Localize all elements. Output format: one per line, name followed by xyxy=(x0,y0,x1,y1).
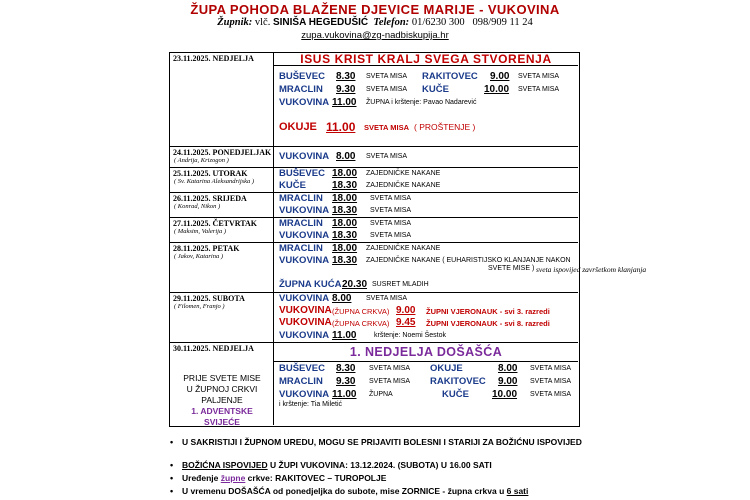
entry-place: VUKOVINA xyxy=(279,293,330,304)
entry-time: 18.00 xyxy=(332,168,358,179)
entry-line xyxy=(274,193,578,205)
entry-place: KUČE xyxy=(442,389,469,400)
entry-line xyxy=(274,71,578,83)
entry-note: SVETA MISA xyxy=(530,365,572,372)
entries-cell xyxy=(274,218,578,242)
phone-2: 098/909 11 24 xyxy=(472,17,533,28)
notice-rest: U ŽUPI VUKOVINA: 13.12.2024. (SUBOTA) U 16.00 SATI xyxy=(267,460,492,470)
advent-line: U ŽUPNOJ CRKVI xyxy=(186,384,258,394)
entry-note: i krštenje: Tia Miletić xyxy=(279,401,343,408)
day-cell xyxy=(170,243,274,292)
day-row xyxy=(170,168,578,193)
entry-note: SVETA MISA xyxy=(530,391,572,398)
entries-cell xyxy=(274,53,578,146)
entry-note: ŽUPNA i krštenje: Pavao Nadarević xyxy=(366,99,477,106)
notice-text xyxy=(182,473,590,484)
entry-note: krštenje: Noemi Šestok xyxy=(374,332,446,339)
day-row xyxy=(170,293,578,343)
notice-item xyxy=(170,437,590,448)
entry-note: ŽUPNA xyxy=(369,391,393,398)
parish-title: ŽUPA POHODA BLAŽENE DJEVICE MARIJE - VUKOVINA xyxy=(190,2,560,17)
day-cell xyxy=(170,218,274,242)
entry-place: VUKOVINA xyxy=(279,317,332,328)
entry-time: 9.00 xyxy=(498,376,518,387)
day-row xyxy=(170,243,647,293)
advent-line: 1. ADVENTSKE xyxy=(191,406,253,416)
pastor-label: Župnik: xyxy=(217,17,253,28)
email-link[interactable]: zupa.vukovina@zg-nadbiskupija.hr xyxy=(301,30,449,41)
entry-line xyxy=(274,205,578,217)
entry-line xyxy=(274,363,578,375)
entry-time: 8.00 xyxy=(336,151,356,162)
bullet-icon: • xyxy=(170,437,174,447)
phone-1: 01/6230 300 xyxy=(411,17,465,28)
entry-place: RAKITOVEC xyxy=(430,376,486,387)
entry-line xyxy=(274,389,578,401)
entry-place: BUŠEVEC xyxy=(279,71,325,82)
entries-cell xyxy=(274,168,578,192)
day-cell xyxy=(170,53,274,146)
day-date: 29.11.2025. SUBOTA xyxy=(173,294,245,303)
entry-line xyxy=(274,230,578,242)
entry-place: VUKOVINA xyxy=(279,389,330,400)
entry-note: SVETA MISA xyxy=(530,378,572,385)
phone-label: Telefon: xyxy=(373,17,410,28)
entry-line xyxy=(274,305,578,317)
entry-time: 11.00 xyxy=(326,120,356,134)
entry-time: 9.30 xyxy=(336,376,356,387)
entry-place: KUČE xyxy=(422,84,449,95)
notice-text: U SAKRISTIJI I ŽUPNOM UREDU, MOGU SE PRIJAVITI BOLESNI I STARIJI ZA BOŽIĆNU ISPOVIJED xyxy=(182,437,582,447)
entry-place: VUKOVINA xyxy=(279,330,330,341)
entry-line xyxy=(274,265,647,277)
entry-time: 8.00 xyxy=(498,363,518,374)
day-saints: ( Sv. Katarina Aleksandrijska ) xyxy=(174,178,255,185)
day-saints: ( Konrad, Nikon ) xyxy=(174,203,221,210)
feast-title: 1. NEDJELJA DOŠAŠĆA xyxy=(349,345,503,359)
entry-time: 9.00 xyxy=(490,71,510,82)
entry-place: KUČE xyxy=(279,180,306,191)
entry-place: MRACLIN xyxy=(279,218,323,229)
entry-note: SVETA MISA xyxy=(370,220,412,227)
entry-note: SVETA MISA xyxy=(369,378,411,385)
entry-line xyxy=(274,218,578,230)
day-saints: ( Andrija, Krizogon ) xyxy=(174,157,229,164)
entry-note: SVETA MISA xyxy=(518,86,560,93)
entry-line xyxy=(274,84,578,96)
notice-misspelled: župne xyxy=(220,473,246,483)
notice-part: U vremenu DOŠAŠĆA od ponedjeljka do subote, mise ZORNICE - župna crkva u xyxy=(182,486,507,496)
day-row xyxy=(170,218,578,243)
entry-time: 18.30 xyxy=(332,205,358,216)
advent-line: PRIJE SVETE MISE xyxy=(183,373,261,383)
entry-line xyxy=(274,279,578,291)
entry-time: 9.30 xyxy=(336,84,356,95)
entry-note: ZAJEDNIČKE NAKANE xyxy=(366,245,441,252)
day-date: 30.11.2025. NEDJELJA xyxy=(173,344,254,353)
day-date: 28.11.2025. PETAK xyxy=(173,244,240,253)
entry-time: 10.00 xyxy=(484,84,510,95)
notice-text xyxy=(182,486,590,497)
entry-note: SVETA MISA xyxy=(370,207,412,214)
entry-place: VUKOVINA xyxy=(279,230,330,241)
pastor-title: vlč. xyxy=(254,17,271,28)
entry-time: 18.00 xyxy=(332,218,358,229)
entry-line xyxy=(274,330,578,342)
notice-text xyxy=(182,460,590,471)
notice-item xyxy=(170,460,590,471)
entry-time: 18.30 xyxy=(332,230,358,241)
notice-emphasis: BOŽIĆNA ISPOVIJED xyxy=(182,460,268,470)
entry-time: 10.00 xyxy=(492,389,518,400)
entry-time: 9.00 xyxy=(396,305,416,316)
day-row xyxy=(170,193,578,218)
entry-line xyxy=(274,151,578,163)
entry-note: ZAJEDNIČKE NAKANE ( EUHARISTIJSKO KLANJANJE NAKON xyxy=(366,257,571,264)
entry-place: VUKOVINA xyxy=(279,97,330,108)
day-row xyxy=(170,147,578,168)
pastor-name: SINIŠA HEGEDUŠIĆ xyxy=(272,17,369,28)
entry-place: VUKOVINA xyxy=(279,305,332,316)
advent-line: SVIJEĆE xyxy=(204,417,240,427)
entry-note: ŽUPNI VJERONAUK - svi 8. razredi xyxy=(426,319,550,328)
entry-time: 18.30 xyxy=(332,255,358,266)
entry-place: VUKOVINA xyxy=(279,151,330,162)
entry-note: SVETA MISA xyxy=(366,73,408,80)
bullet-icon: • xyxy=(170,473,174,483)
entry-time: 18.30 xyxy=(332,180,358,191)
entry-place: BUŠEVEC xyxy=(279,168,325,179)
entry-line xyxy=(274,180,578,192)
entry-place: MRACLIN xyxy=(279,84,323,95)
entry-line xyxy=(274,293,578,305)
day-cell xyxy=(170,147,274,167)
notice-part: crkve: RAKITOVEC – TUROPOLJE xyxy=(245,473,387,483)
bullet-icon: • xyxy=(170,460,174,470)
entries-cell xyxy=(274,343,578,425)
entry-note: SUSRET MLADIH xyxy=(372,281,429,288)
entry-time: 8.30 xyxy=(336,71,356,82)
entries-cell xyxy=(274,243,647,292)
pastor-line xyxy=(0,17,750,28)
entry-place: BUŠEVEC xyxy=(279,363,325,374)
notice-item xyxy=(170,486,590,497)
entry-time: 18.00 xyxy=(332,243,358,254)
notice-part: Uređenje xyxy=(182,473,219,483)
day-date: 27.11.2025. ČETVRTAK xyxy=(173,219,258,228)
day-cell xyxy=(170,293,274,342)
entry-note: SVETE MISE ) xyxy=(488,265,535,272)
entry-place: MRACLIN xyxy=(279,376,323,387)
entry-time: 11.00 xyxy=(332,330,357,341)
entry-line xyxy=(274,97,578,109)
entry-sub: (ŽUPNA CRKVA) xyxy=(332,307,390,316)
entry-time: 11.00 xyxy=(332,97,357,108)
entry-place: OKUJE xyxy=(430,363,463,374)
day-saints: ( Jakov, Katarina ) xyxy=(174,253,223,260)
day-row-sunday-30 xyxy=(170,343,578,425)
day-cell xyxy=(170,343,274,425)
entry-time: 11.00 xyxy=(332,389,357,400)
entry-note: SVETA MISA xyxy=(366,153,408,160)
entry-place: OKUJE xyxy=(279,121,317,133)
entry-time: 8.00 xyxy=(332,293,352,304)
entry-line xyxy=(274,168,578,180)
entries-cell xyxy=(274,293,578,342)
day-date: 26.11.2025. SRIJEDA xyxy=(173,194,247,203)
day-cell xyxy=(170,168,274,192)
entry-line xyxy=(274,376,578,388)
entry-note: SVETA MISA xyxy=(364,123,410,132)
entry-note: ŽUPNI VJERONAUK - svi 3. razredi xyxy=(426,307,550,316)
day-saints: ( Maksim, Valerija ) xyxy=(174,228,226,235)
entry-note: ZAJEDNIČKE NAKANE xyxy=(366,170,441,177)
entry-note: SVETA MISA xyxy=(366,295,408,302)
entry-note: SVETA MISA xyxy=(366,86,408,93)
entry-time: 8.30 xyxy=(336,363,356,374)
entry-line xyxy=(274,243,578,255)
entry-place: MRACLIN xyxy=(279,243,323,254)
day-date: 24.11.2025. PONEDJELJAK xyxy=(173,148,272,157)
entry-place: MRACLIN xyxy=(279,193,323,204)
entry-note: SVETA MISA xyxy=(370,232,412,239)
entry-place: VUKOVINA xyxy=(279,205,330,216)
advent-line: PALJENJE xyxy=(201,395,243,405)
day-saints: ( Filomen, Franjo ) xyxy=(174,303,225,310)
entry-line xyxy=(274,317,578,329)
entry-extra: ( PROŠTENJE ) xyxy=(414,122,476,132)
entry-line-highlight xyxy=(274,121,578,136)
entry-line xyxy=(274,401,578,413)
entry-time: 18.00 xyxy=(332,193,358,204)
entries-cell xyxy=(274,147,578,167)
entry-place: RAKITOVEC xyxy=(422,71,478,82)
entry-note: SVETA MISA xyxy=(518,73,560,80)
entry-place: VUKOVINA xyxy=(279,255,330,266)
entry-sub: (ŽUPNA CRKVA) xyxy=(332,319,390,328)
entry-note: ZAJEDNIČKE NAKANE xyxy=(366,182,441,189)
feast-title: ISUS KRIST KRALJ SVEGA STVORENJA xyxy=(274,53,578,66)
schedule-table xyxy=(169,52,647,427)
entry-note: SVETA MISA xyxy=(370,195,412,202)
day-date: 25.11.2025. UTORAK xyxy=(173,169,248,178)
day-cell xyxy=(170,193,274,217)
entry-time: 9.45 xyxy=(396,317,416,328)
notice-emphasis: 6 sati xyxy=(506,486,529,496)
notice-item xyxy=(170,473,590,484)
day-date: 23.11.2025. NEDJELJA xyxy=(173,54,254,63)
entry-note: sveta ispovijed završetkom klanjanja xyxy=(536,265,647,274)
entry-time: 20.30 xyxy=(342,279,368,290)
entry-place: ŽUPNA KUĆA xyxy=(279,279,342,290)
entry-note: SVETA MISA xyxy=(369,365,411,372)
day-row-sunday-23 xyxy=(170,53,578,147)
bullet-icon: • xyxy=(170,486,174,496)
entries-cell xyxy=(274,193,578,217)
advent-candle-notice xyxy=(174,373,270,428)
